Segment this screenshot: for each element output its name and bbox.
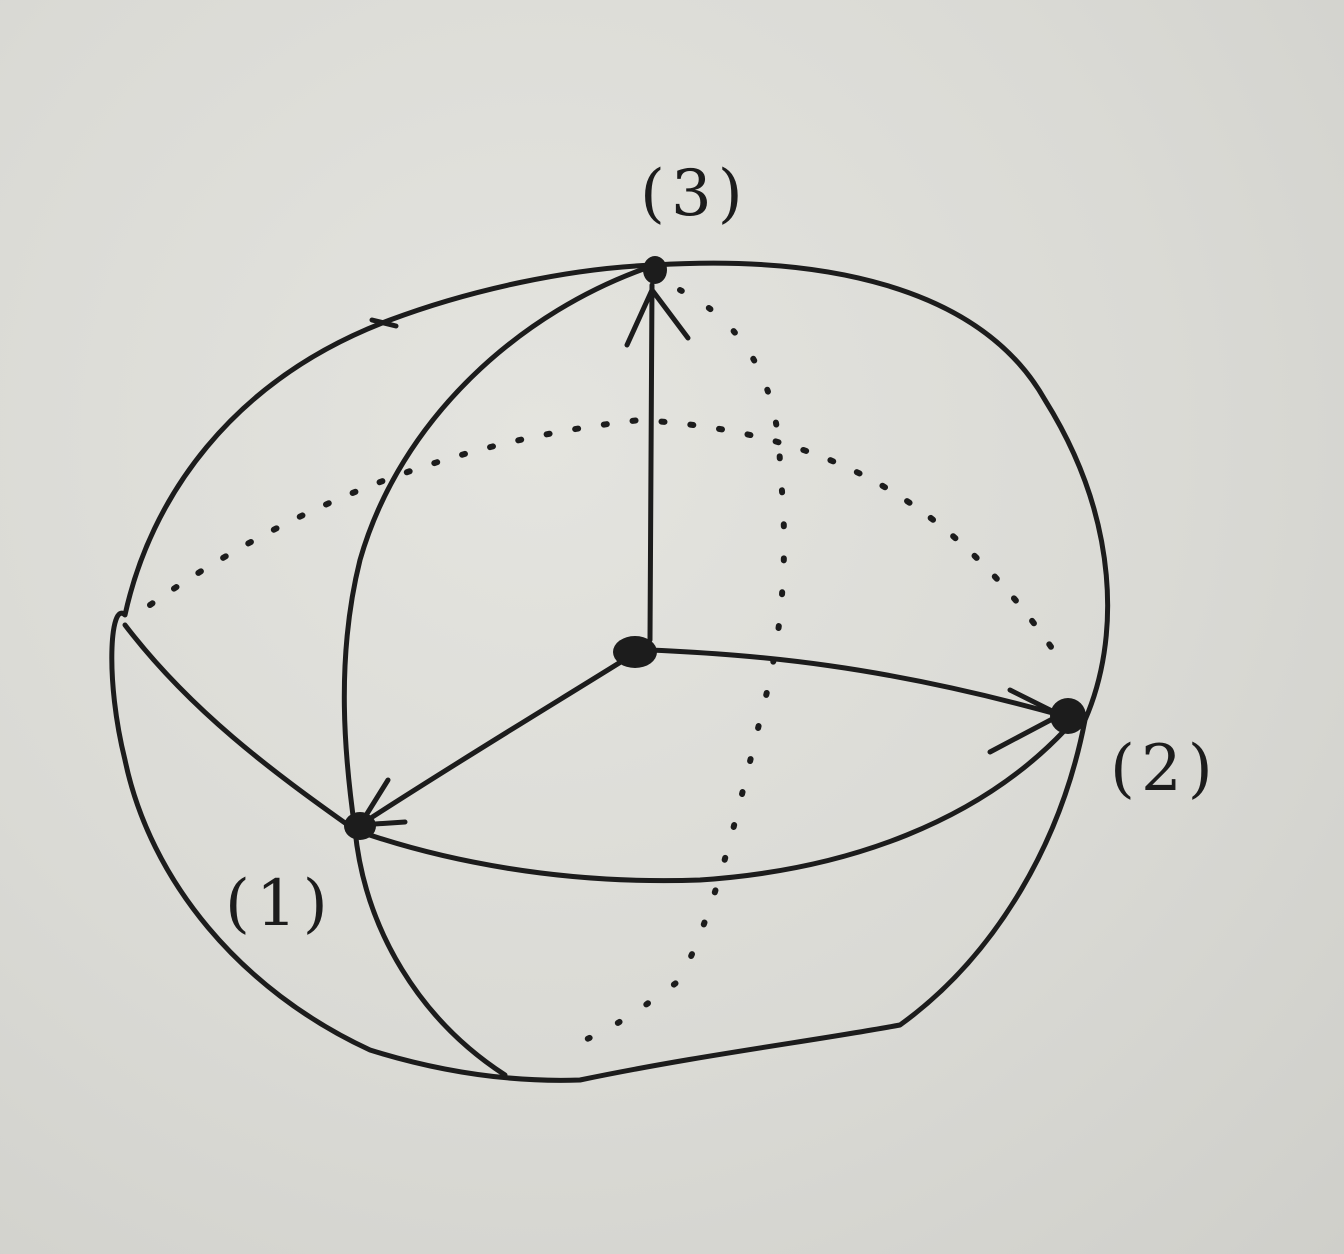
point-3-blot: [643, 256, 667, 284]
axis-3-arrowhead: [627, 290, 688, 345]
axis-1-line: [360, 650, 640, 825]
label-axis-3: (3): [640, 157, 749, 231]
equator-hidden: [150, 420, 1060, 660]
sphere-outline: [112, 263, 1108, 1080]
label-axis-2: (2): [1110, 732, 1219, 806]
point-1-blot: [344, 812, 376, 840]
origin-blot: [613, 636, 657, 668]
axis-2-line: [650, 650, 1060, 715]
equator-front: [125, 625, 1065, 881]
point-2-blot: [1050, 698, 1086, 734]
axis-3-line: [650, 285, 652, 640]
label-axis-1: (1): [225, 867, 334, 941]
